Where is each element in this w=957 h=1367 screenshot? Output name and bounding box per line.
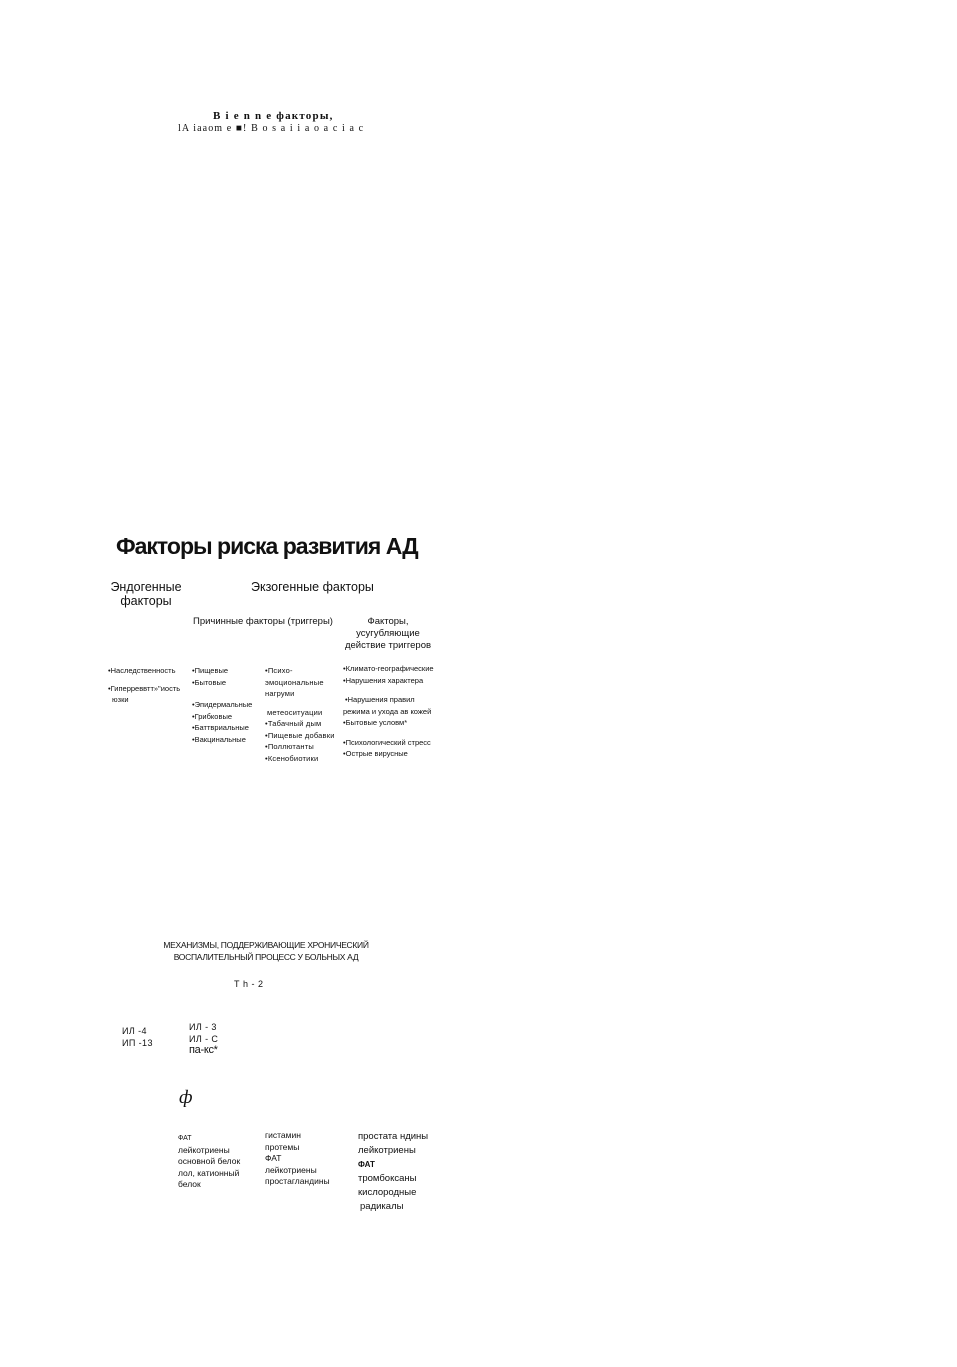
mediators-col-1 <box>178 1133 240 1191</box>
mediator-item: основной белок <box>178 1156 241 1166</box>
mediator-item: протемы <box>265 1141 300 1152</box>
mechanisms-title <box>160 940 372 963</box>
list-item: •Бытовые <box>192 677 227 687</box>
list-item: •Психологический стресс <box>343 737 431 747</box>
mediator-item: кислородные <box>358 1187 417 1198</box>
aggravating-factors-heading <box>340 616 436 652</box>
aggravating-heading-line-2: усугубляющие <box>356 628 420 639</box>
list-item: •Грибковые <box>192 711 233 721</box>
mediators-col-2 <box>265 1130 330 1188</box>
slide-title: Факторы риска развития АД <box>116 533 418 559</box>
phi-symbol: ф <box>179 1087 193 1108</box>
il-left-1: ИЛ -4 <box>122 1026 147 1036</box>
mechanisms-title-line-2: ВОСПАЛИТЕЛЬНЫЙ ПРОЦЕСС У БОЛЬНЫХ АД <box>173 951 359 962</box>
list-item: режима и ухода ав кожей <box>343 706 432 716</box>
list-item: •Вакцинальные <box>192 734 246 744</box>
mediator-item: ФАТ <box>178 1135 192 1142</box>
list-item: •Пищевые <box>192 666 229 675</box>
mediators-col-3 <box>358 1130 428 1214</box>
il-left-group <box>122 1026 153 1049</box>
mediator-item: ФАТ <box>265 1153 282 1163</box>
list-item: •Нарушения правил <box>345 695 415 704</box>
mediator-item: гистамин <box>265 1130 301 1140</box>
aggravating-heading-line-3: действие триггеров <box>344 640 432 651</box>
list-item: •Бытовые условм* <box>343 718 408 727</box>
causal-factors-heading: Причинные факторы (триггеры) <box>193 616 333 627</box>
endogenous-heading-line-1: Эндогенные <box>110 580 182 594</box>
garbled-header-line-2: lA iaaom e ■! B o s a i i a o a c i a c <box>178 123 365 134</box>
list-item: •Наследственность <box>108 666 176 675</box>
list-item: •Поллютанты <box>265 742 314 751</box>
causal-list-1 <box>192 665 252 745</box>
endogenous-list <box>108 665 180 706</box>
mediator-item: простата ндины <box>358 1131 429 1142</box>
mediator-item: белок <box>178 1179 201 1189</box>
list-item: •Баттвриальные <box>192 723 249 732</box>
garbled-header-line-1: B i e n n e факторы, <box>213 110 334 122</box>
list-item: •Гиперреввтт»"иость <box>108 683 181 693</box>
list-item: •Ксенобиотики <box>265 753 319 763</box>
aggravating-heading-line-1: Факторы, <box>367 616 409 627</box>
mediator-item: простагландины <box>265 1176 330 1186</box>
mediator-item: лейкотриены <box>358 1145 416 1156</box>
list-item: •Климато-географические <box>343 664 434 673</box>
mediator-item: лол, катионный <box>178 1167 240 1178</box>
mediator-item: ФАТ <box>358 1160 375 1169</box>
list-item: юзки <box>112 695 129 704</box>
mechanisms-title-line-1: МЕХАНИЗМЫ, ПОДДЕРЖИВАЮЩИЕ ХРОНИЧЕСКИЙ <box>163 940 369 950</box>
mediator-item: лейкотриены <box>265 1164 317 1175</box>
causal-list-2 <box>265 665 335 764</box>
list-item: метеоситуации <box>267 707 323 717</box>
aggravating-list <box>343 663 434 760</box>
exogenous-heading: Экзогенные факторы <box>251 580 374 594</box>
mediator-item: тромбоксаны <box>358 1173 417 1184</box>
list-item: •Табачный дым <box>265 719 322 728</box>
il-right-3: па-кс* <box>189 1044 218 1056</box>
endogenous-heading <box>104 580 188 608</box>
il-right-1: ИЛ - 3 <box>189 1022 217 1032</box>
th2-label: Т h - 2 <box>234 979 264 989</box>
il-right-2: ИЛ - С <box>189 1033 219 1044</box>
list-item: •Острые вирусные <box>343 749 408 758</box>
list-item: нагруми <box>265 689 295 698</box>
il-left-2: ИП -13 <box>122 1037 153 1048</box>
mediator-item: лейкотриены <box>178 1144 230 1155</box>
endogenous-heading-line-2: факторы <box>120 594 172 608</box>
list-item: •Эпидермальные <box>192 700 253 709</box>
list-item: эмоциональные <box>265 677 324 687</box>
list-item: •Нарушения характера <box>343 675 424 685</box>
list-item: •Психо- <box>265 666 293 675</box>
il-right-group <box>189 1022 218 1057</box>
list-item: •Пищевые добавки <box>265 730 335 740</box>
mediator-item: радикалы <box>360 1201 404 1212</box>
